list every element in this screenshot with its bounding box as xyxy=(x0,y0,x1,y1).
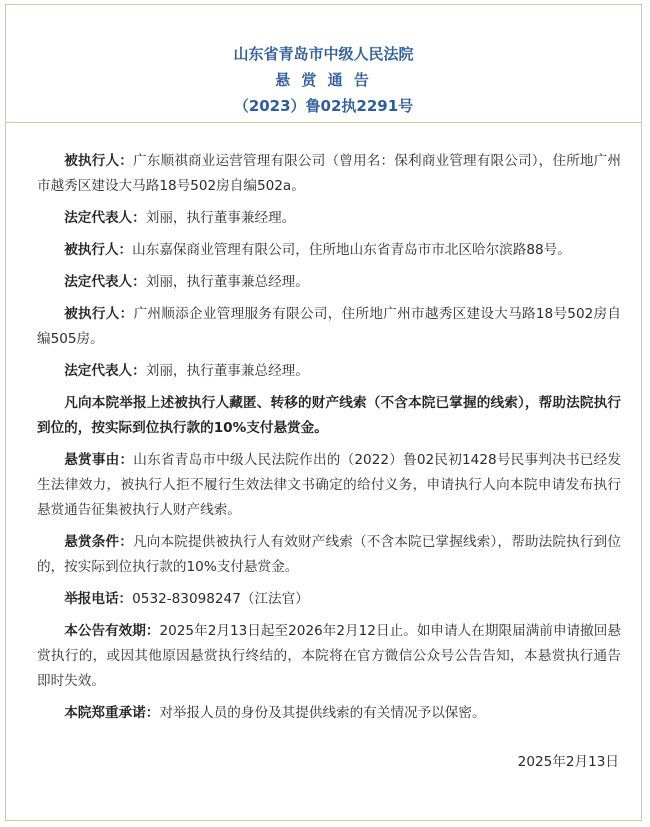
paragraph-label: 举报电话： xyxy=(64,591,133,607)
paragraph-label: 本院郑重承诺： xyxy=(64,705,160,721)
issue-date: 2025年2月13日 xyxy=(517,754,619,770)
reward-announcement xyxy=(37,391,621,441)
paragraph-text: 刘丽，执行董事兼总经理。 xyxy=(145,274,309,290)
paragraph-label: 被执行人： xyxy=(64,242,133,258)
paragraph-representative-2 xyxy=(37,270,621,295)
paragraph-hotline xyxy=(37,587,621,612)
notice-body xyxy=(6,123,641,726)
paragraph-debtor-3 xyxy=(37,302,621,352)
paragraph-label: 被执行人： xyxy=(64,153,133,169)
paragraph-label: 法定代表人： xyxy=(64,274,146,290)
paragraph-label: 法定代表人： xyxy=(64,363,146,379)
paragraph-text: 凡向本院提供被执行人有效财产线索（不含本院已掌握线索），帮助法院执行到位的，按实际到位执行款的10%支付悬赏金。 xyxy=(37,534,622,575)
paragraph-text: 广州顺添企业管理服务有限公司，住所地广州市越秀区建设大马路18号502房自编505房。 xyxy=(37,306,622,347)
paragraph-debtor-2 xyxy=(37,238,621,263)
paragraph-reward-reason xyxy=(37,448,621,523)
paragraph-text: 对举报人员的身份及其提供线索的有关情况予以保密。 xyxy=(159,705,486,721)
paragraph-text: 刘丽，执行董事兼总经理。 xyxy=(145,363,309,379)
paragraph-label: 本公告有效期： xyxy=(64,623,160,639)
notice-frame xyxy=(5,4,642,821)
paragraph-label: 被执行人： xyxy=(64,306,134,322)
paragraph-label: 悬赏事由： xyxy=(64,452,134,468)
notice-header xyxy=(6,5,641,123)
paragraph-text: 山东省青岛市中级人民法院作出的（2022）鲁02民初1428号民事判决书已经发生法律效力，被执行人拒不履行生效法律文书确定的给付义务，申请执行人向本院申请发布执行悬赏通告征集被执行人财产线索。 xyxy=(37,452,621,518)
paragraph-debtor-1 xyxy=(37,149,621,199)
court-name: 山东省青岛市中级人民法院 xyxy=(233,45,414,63)
paragraph-label: 悬赏条件： xyxy=(64,534,133,550)
paragraph-text: 刘丽，执行董事兼经理。 xyxy=(145,210,296,226)
paragraph-label: 法定代表人： xyxy=(64,210,146,226)
paragraph-validity xyxy=(37,619,621,694)
paragraph-text: 2025年2月13日起至2026年2月12日止。如申请人在期限届满前申请撤回悬赏执行的，或因其他原因悬赏执行终结的，本院将在官方微信公众号公告告知，本悬赏执行通告即时失效。 xyxy=(37,623,621,689)
notice-title: 悬 赏 通 告 xyxy=(275,71,372,89)
case-number: （2023）鲁02执2291号 xyxy=(233,97,414,115)
paragraph-text: 山东嘉保商业管理有限公司，住所地山东省青岛市市北区哈尔滨路88号。 xyxy=(132,242,571,258)
paragraph-text: 广东顺祺商业运营管理有限公司（曾用名：保利商业管理有限公司），住所地广州市越秀区建设大马路18号502房自编502a。 xyxy=(37,153,622,194)
paragraph-representative-3 xyxy=(37,359,621,384)
paragraph-representative-1 xyxy=(37,206,621,231)
phone-number: 0532-83098247（江法官） xyxy=(132,591,309,607)
paragraph-commitment xyxy=(37,701,621,726)
reward-announcement-text: 凡向本院举报上述被执行人藏匿、转移的财产线索（不含本院已掌握的线索），帮助法院执行到位的，按实际到位执行款的10%支付悬赏金。 xyxy=(37,395,621,436)
paragraph-reward-condition xyxy=(37,530,621,580)
